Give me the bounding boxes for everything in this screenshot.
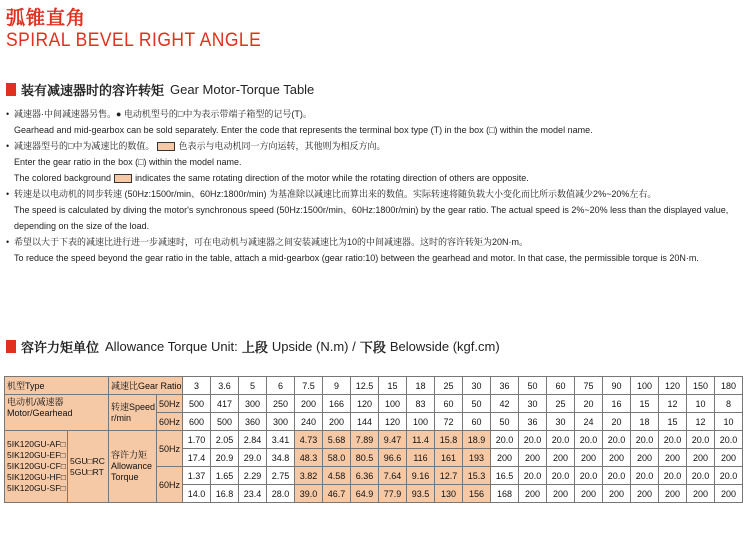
torque-cell: 16.8 (211, 485, 239, 503)
torque-cell: 20.0 (659, 467, 687, 485)
torque-cell: 34.8 (267, 449, 295, 467)
speed-cell: 50 (463, 395, 491, 413)
torque-cell: 1.70 (183, 431, 211, 449)
ratio-cell: 3.6 (211, 377, 239, 395)
speed-cell: 83 (407, 395, 435, 413)
ratio-cell: 9 (323, 377, 351, 395)
torque-cell: 200 (631, 449, 659, 467)
ratio-cell: 18 (407, 377, 435, 395)
ratio-cell: 3 (183, 377, 211, 395)
speed-cell: 18 (631, 413, 659, 431)
page-title-en: SPIRAL BEVEL RIGHT ANGLE (6, 30, 262, 51)
torque-cell: 1.37 (183, 467, 211, 485)
torque-cell: 77.9 (379, 485, 407, 503)
speed-cell: 20 (575, 395, 603, 413)
speed-cell: 30 (519, 395, 547, 413)
torque-cell: 16.5 (491, 467, 519, 485)
torque-cell: 9.47 (379, 431, 407, 449)
note-2-cn: • 减速器型号的□中为减速比的数值。 色表示与电动机同一方向运转，其他则为相反方向。 (6, 138, 746, 154)
torque-cell: 14.0 (183, 485, 211, 503)
hz50-label: 50Hz (157, 431, 183, 467)
torque-cell: 64.9 (351, 485, 379, 503)
section-marker-icon (6, 340, 16, 353)
speed-cell: 60 (435, 395, 463, 413)
table-row-ratio (5, 377, 743, 395)
upside-en: Upside (N.m) / (271, 339, 356, 354)
torque-table (4, 376, 743, 503)
torque-cell: 20.0 (491, 431, 519, 449)
section-heading-allowance-torque (6, 337, 500, 356)
upside-cn: 上段 (241, 341, 268, 356)
speed-cell: 12 (659, 395, 687, 413)
speed-cell: 15 (631, 395, 659, 413)
torque-cell: 15.8 (435, 431, 463, 449)
torque-cell: 20.0 (603, 431, 631, 449)
torque-cell: 46.7 (323, 485, 351, 503)
motor-gearhead-header: 电动机/减速器 Motor/Gearhead (5, 395, 109, 431)
speed-cell: 417 (211, 395, 239, 413)
speed-cell: 12 (687, 413, 715, 431)
note-1-cn: • 减速器·中间减速器另售。● 电动机型号的□中为表示带端子箱型的记号(T)。 (6, 106, 746, 122)
torque-cell: 17.4 (183, 449, 211, 467)
color-swatch (114, 174, 132, 183)
speed-cell: 240 (295, 413, 323, 431)
torque-cell: 29.0 (239, 449, 267, 467)
torque-cell: 20.0 (659, 431, 687, 449)
section-title-en: Gear Motor-Torque Table (170, 82, 315, 97)
ratio-cell: 120 (659, 377, 687, 395)
bullet-icon: • (6, 189, 10, 199)
note-3-en-2: depending on the size of the load. (14, 221, 150, 231)
speed-cell: 42 (491, 395, 519, 413)
gearhead-models-cell: 5GU□RC 5GU□RT (68, 431, 109, 503)
ratio-cell: 5 (239, 377, 267, 395)
speed-cell: 100 (379, 395, 407, 413)
speed-cell: 250 (267, 395, 295, 413)
torque-cell: 20.0 (519, 431, 547, 449)
torque-cell: 20.0 (631, 431, 659, 449)
table-row-torque-50-nm (5, 431, 743, 449)
speed-cell: 300 (267, 413, 295, 431)
color-swatch (157, 142, 175, 151)
torque-cell: 20.0 (575, 431, 603, 449)
speed-cell: 36 (519, 413, 547, 431)
torque-cell: 12.7 (435, 467, 463, 485)
ratio-cell: 36 (491, 377, 519, 395)
ratio-cell: 12.5 (351, 377, 379, 395)
torque-cell: 200 (659, 485, 687, 503)
torque-cell: 200 (491, 449, 519, 467)
ratio-cell: 75 (575, 377, 603, 395)
belowside-en: Belowside (kgf.cm) (389, 339, 500, 354)
speed-cell: 16 (603, 395, 631, 413)
note-2-en-b: The colored background indicates the same rotating direction of the motor while the rotating direction of others are opposite. (14, 173, 529, 183)
torque-cell: 58.0 (323, 449, 351, 467)
speed-cell: 100 (407, 413, 435, 431)
note-3-en-1: The speed is calculated by diving the motor's synchronous speed (50Hz:1500r/min、60Hz:1800r/min) by the gear ratio. The actual speed is 2%~20% less than the displayed value, (14, 205, 729, 215)
torque-cell: 39.0 (295, 485, 323, 503)
torque-cell: 7.89 (351, 431, 379, 449)
speed-cell: 15 (659, 413, 687, 431)
speed-cell: 30 (547, 413, 575, 431)
torque-cell: 200 (715, 449, 743, 467)
torque-cell: 20.0 (547, 467, 575, 485)
ratio-cell: 100 (631, 377, 659, 395)
torque-cell: 168 (491, 485, 519, 503)
torque-cell: 200 (547, 485, 575, 503)
torque-cell: 20.0 (687, 431, 715, 449)
note-3-cn: • 转速是以电动机的同步转速 (50Hz:1500r/min、60Hz:1800r/min) 为基准除以减速比而算出来的数值。实际转速将随负载大小变化而比所示数值减少2%~20%左右。 (6, 186, 746, 202)
hz50-label: 50Hz (157, 395, 183, 413)
speed-cell: 50 (491, 413, 519, 431)
torque-cell: 48.3 (295, 449, 323, 467)
motor-models-cell (5, 431, 68, 503)
torque-cell: 200 (575, 485, 603, 503)
section-heading-gear-motor-torque (6, 80, 314, 99)
speed-cell: 600 (183, 413, 211, 431)
note-2-en-a: Enter the gear ratio in the box (□) within the model name. (14, 157, 242, 167)
torque-cell: 20.0 (547, 431, 575, 449)
torque-cell: 9.16 (407, 467, 435, 485)
torque-cell: 200 (715, 485, 743, 503)
torque-cell: 20.0 (603, 467, 631, 485)
torque-cell: 130 (435, 485, 463, 503)
torque-cell: 96.6 (379, 449, 407, 467)
section-title-cn: 容许力矩单位 (21, 341, 100, 356)
speed-cell: 8 (715, 395, 743, 413)
speed-cell: 360 (239, 413, 267, 431)
ratio-cell: 6 (267, 377, 295, 395)
ratio-cell: 180 (715, 377, 743, 395)
speed-cell: 24 (575, 413, 603, 431)
torque-cell: 2.05 (211, 431, 239, 449)
note-4-cn: • 希望以大于下表的减速比进行进一步减速时，可在电动机与减速器之间安装减速比为10的中间减速器。这时的容许转矩为20N·m。 (6, 234, 746, 250)
speed-cell: 25 (547, 395, 575, 413)
hz60-label: 60Hz (157, 467, 183, 503)
speed-cell: 200 (295, 395, 323, 413)
torque-cell: 2.84 (239, 431, 267, 449)
torque-cell: 200 (603, 449, 631, 467)
section-unit-label: Allowance Torque Unit: (105, 339, 238, 354)
ratio-cell: 60 (547, 377, 575, 395)
torque-cell: 15.3 (463, 467, 491, 485)
torque-cell: 20.0 (519, 467, 547, 485)
torque-cell: 11.4 (407, 431, 435, 449)
speed-cell: 300 (239, 395, 267, 413)
torque-cell: 20.0 (575, 467, 603, 485)
torque-cell: 28.0 (267, 485, 295, 503)
torque-cell: 200 (575, 449, 603, 467)
speed-cell: 10 (715, 413, 743, 431)
table-row-speed-50 (5, 395, 743, 413)
ratio-cell: 7.5 (295, 377, 323, 395)
speed-header: 转速Speed r/min (109, 395, 157, 431)
model-item: 5IK120GU-AF□ (7, 439, 66, 449)
model-item: 5IK120GU-SF□ (7, 483, 66, 493)
speed-cell: 120 (379, 413, 407, 431)
speed-cell: 500 (211, 413, 239, 431)
torque-cell: 200 (659, 449, 687, 467)
model-item: 5IK120GU-HF□ (7, 472, 66, 482)
speed-cell: 200 (323, 413, 351, 431)
speed-cell: 166 (323, 395, 351, 413)
torque-cell: 20.0 (715, 431, 743, 449)
torque-cell: 4.58 (323, 467, 351, 485)
torque-cell: 93.5 (407, 485, 435, 503)
torque-cell: 20.0 (687, 467, 715, 485)
speed-cell: 20 (603, 413, 631, 431)
torque-cell: 80.5 (351, 449, 379, 467)
gear-ratio-header: 减速比Gear Ratio (109, 377, 183, 395)
ratio-cell: 150 (687, 377, 715, 395)
belowside-cn: 下段 (359, 341, 386, 356)
model-item: 5IK120GU-EF□ (7, 450, 66, 460)
torque-cell: 200 (519, 485, 547, 503)
page-title-cn: 弧锥直角 (6, 7, 87, 29)
torque-cell: 2.75 (267, 467, 295, 485)
torque-cell: 200 (631, 485, 659, 503)
speed-cell: 10 (687, 395, 715, 413)
speed-cell: 60 (463, 413, 491, 431)
torque-cell: 2.29 (239, 467, 267, 485)
ratio-cell: 90 (603, 377, 631, 395)
torque-cell: 116 (407, 449, 435, 467)
torque-cell: 156 (463, 485, 491, 503)
ratio-cell: 50 (519, 377, 547, 395)
torque-cell: 200 (519, 449, 547, 467)
torque-cell: 3.41 (267, 431, 295, 449)
model-type-header: 机型Type (5, 377, 109, 395)
bullet-icon: • (6, 237, 10, 247)
torque-cell: 200 (687, 449, 715, 467)
torque-cell: 4.73 (295, 431, 323, 449)
model-item: 5IK120GU-CF□ (7, 461, 66, 471)
speed-cell: 144 (351, 413, 379, 431)
ratio-cell: 30 (463, 377, 491, 395)
torque-header: 容许力矩 Allowance Torque (109, 431, 157, 503)
note-4-en: To reduce the speed beyond the gear ratio in the table, attach a mid-gearbox (gear ratio:10) between the gearhead and motor. In that case, the permissible torque is 20N·m. (14, 253, 699, 263)
torque-cell: 161 (435, 449, 463, 467)
speed-cell: 72 (435, 413, 463, 431)
torque-cell: 200 (603, 485, 631, 503)
torque-cell: 20.9 (211, 449, 239, 467)
hz60-label: 60Hz (157, 413, 183, 431)
torque-cell: 1.65 (211, 467, 239, 485)
torque-cell: 20.0 (715, 467, 743, 485)
torque-cell: 23.4 (239, 485, 267, 503)
torque-cell: 193 (463, 449, 491, 467)
torque-cell: 200 (547, 449, 575, 467)
torque-cell: 6.36 (351, 467, 379, 485)
speed-cell: 120 (351, 395, 379, 413)
ratio-cell: 15 (379, 377, 407, 395)
bullet-icon: • (6, 109, 10, 119)
ratio-cell: 25 (435, 377, 463, 395)
section-title-cn: 装有减速器时的容许转矩 (21, 84, 165, 99)
torque-cell: 20.0 (631, 467, 659, 485)
torque-cell: 7.64 (379, 467, 407, 485)
section-marker-icon (6, 83, 16, 96)
speed-cell: 500 (183, 395, 211, 413)
torque-cell: 18.9 (463, 431, 491, 449)
torque-cell: 200 (687, 485, 715, 503)
bullet-icon: • (6, 141, 10, 151)
notes-block (6, 106, 746, 266)
torque-cell: 3.82 (295, 467, 323, 485)
note-1-en: Gearhead and mid-gearbox can be sold separately. Enter the code that represents the terminal box type (T) in the box (□) within the model name. (14, 125, 593, 135)
torque-cell: 5.68 (323, 431, 351, 449)
